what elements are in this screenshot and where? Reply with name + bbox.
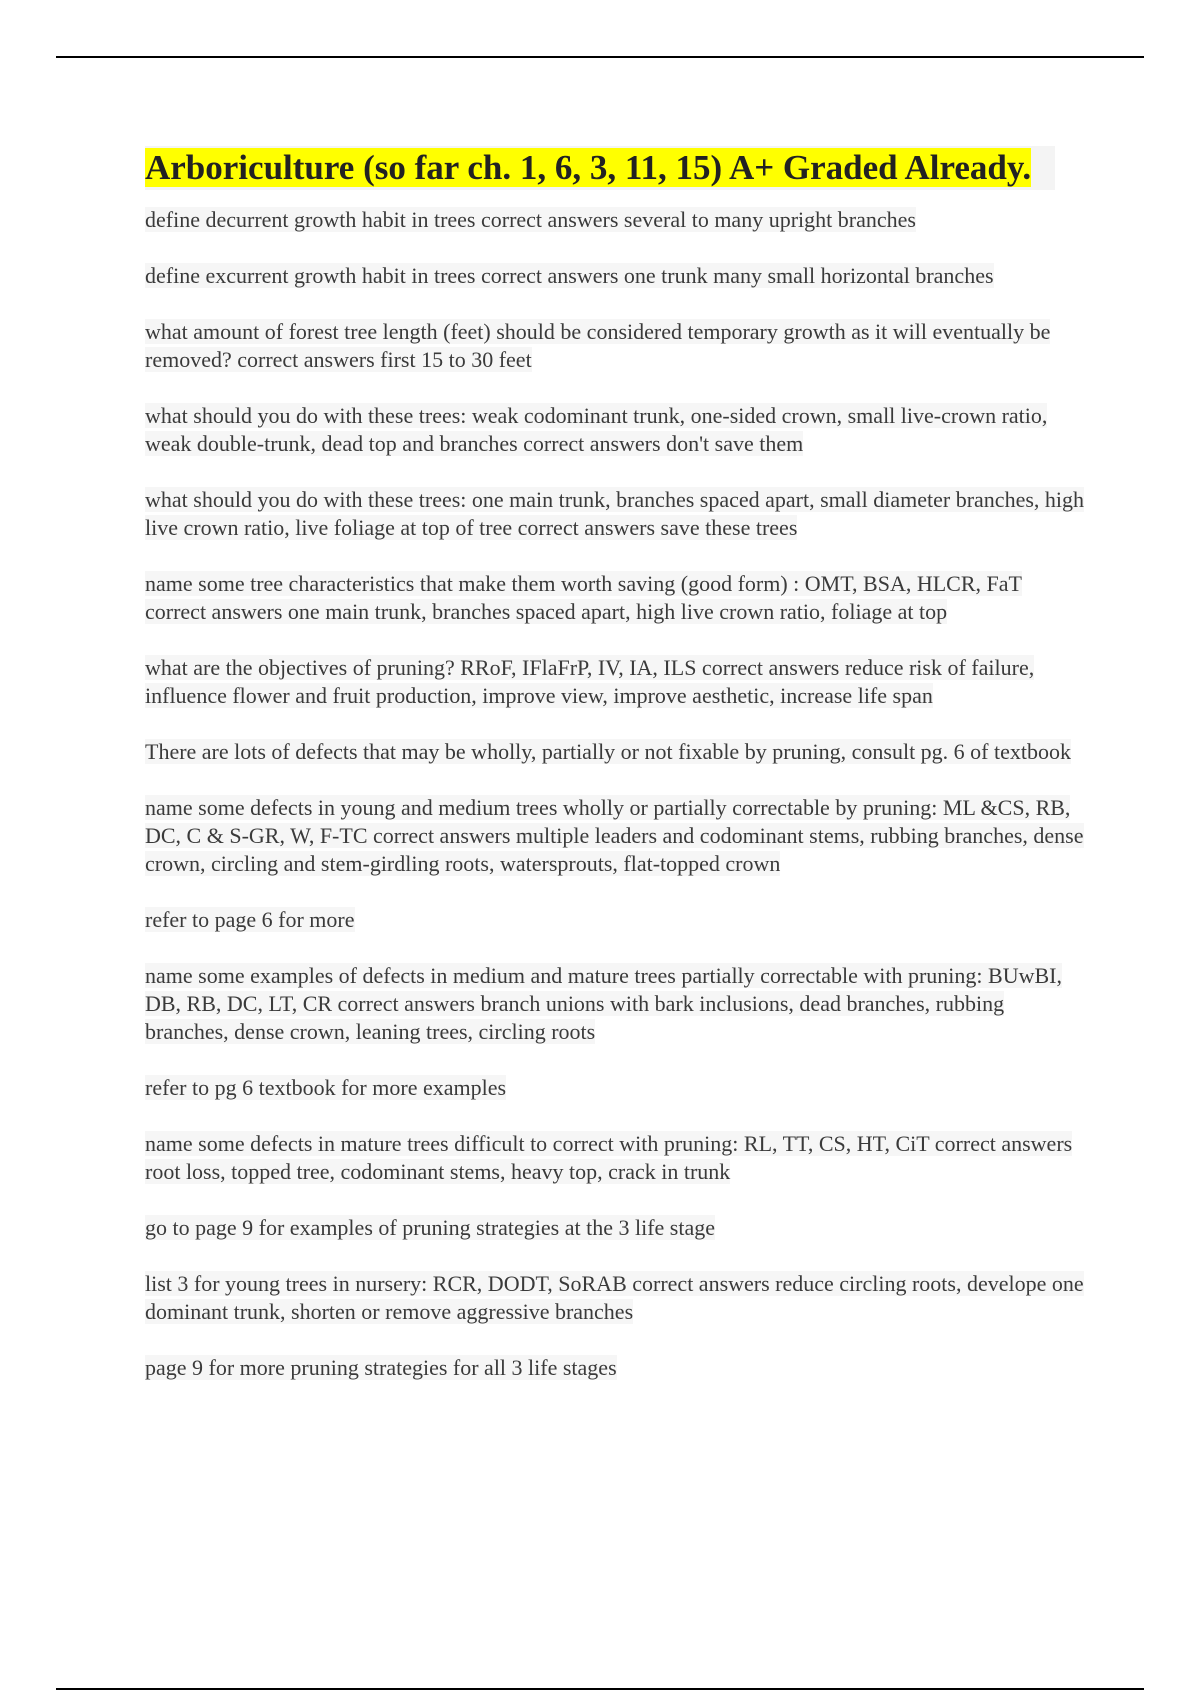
list-item: [145, 1354, 1085, 1382]
list-item: [145, 1214, 1085, 1242]
title-block: [145, 146, 1055, 190]
entry-text: what amount of forest tree length (feet) should be considered temporary growth as it will eventually be removed? correct answers first 15 to 30 feet: [145, 319, 1051, 372]
entry-text: define excurrent growth habit in trees correct answers one trunk many small horizontal branches: [145, 263, 994, 288]
entry-text: name some tree characteristics that make them worth saving (good form) : OMT, BSA, HLCR, FaT correct answers one main trunk, branches spaced apart, high live crown ratio, foliage at top: [145, 571, 1022, 624]
entry-text: what should you do with these trees: one main trunk, branches spaced apart, small diameter branches, high live crown ratio, live foliage at top of tree correct answers save these trees: [145, 487, 1085, 540]
list-item: [145, 570, 1085, 626]
entry-text: what are the objectives of pruning? RRoF, IFlaFrP, IV, IA, ILS correct answers reduce risk of failure, influence flower and fruit production, improve view, improve aesthetic, increase life span: [145, 655, 1035, 708]
entry-text: There are lots of defects that may be wholly, partially or not fixable by pruning, consult pg. 6 of textbook: [145, 739, 1071, 764]
list-item: [145, 654, 1085, 710]
list-item: [145, 962, 1085, 1046]
list-item: [145, 206, 1085, 234]
list-item: [145, 486, 1085, 542]
list-item: [145, 1074, 1085, 1102]
list-item: [145, 402, 1085, 458]
entry-text: name some defects in young and medium trees wholly or partially correctable by pruning: ML &CS, RB, DC, C & S-GR, W, F-TC correct answers multiple leaders and codominant stems, rubbing branches, dense crown, circling and stem-girdling roots, watersprouts, flat-topped crown: [145, 795, 1084, 876]
entry-text: define decurrent growth habit in trees correct answers several to many upright branches: [145, 207, 916, 232]
entry-text: go to page 9 for examples of pruning strategies at the 3 life stage: [145, 1215, 715, 1240]
entry-text: name some examples of defects in medium and mature trees partially correctable with pruning: BUwBI, DB, RB, DC, LT, CR correct answers branch unions with bark inclusions, dead branches, rubbing branches, dense crown, leaning trees, circling roots: [145, 963, 1062, 1044]
entry-text: refer to pg 6 textbook for more examples: [145, 1075, 507, 1100]
list-item: [145, 318, 1085, 374]
list-item: [145, 794, 1085, 878]
list-item: [145, 1130, 1085, 1186]
list-item: [145, 906, 1085, 934]
document-body: [145, 146, 1085, 1410]
entry-text: list 3 for young trees in nursery: RCR, DODT, SoRAB correct answers reduce circling roots, develope one dominant trunk, shorten or remove aggressive branches: [145, 1271, 1084, 1324]
entry-text: refer to page 6 for more: [145, 907, 355, 932]
document-title: Arboriculture (so far ch. 1, 6, 3, 11, 15) A+ Graded Already.: [145, 148, 1032, 187]
list-item: [145, 262, 1085, 290]
bottom-rule: [56, 1688, 1144, 1690]
list-item: [145, 738, 1085, 766]
top-rule: [56, 56, 1144, 58]
list-item: [145, 1270, 1085, 1326]
entry-text: what should you do with these trees: weak codominant trunk, one-sided crown, small live-crown ratio, weak double-trunk, dead top and branches correct answers don't save them: [145, 403, 1048, 456]
entry-text: page 9 for more pruning strategies for all 3 life stages: [145, 1355, 617, 1380]
entry-text: name some defects in mature trees difficult to correct with pruning: RL, TT, CS, HT, CiT correct answers root loss, topped tree, codominant stems, heavy top, crack in trunk: [145, 1131, 1073, 1184]
entry-list: [145, 206, 1085, 1382]
